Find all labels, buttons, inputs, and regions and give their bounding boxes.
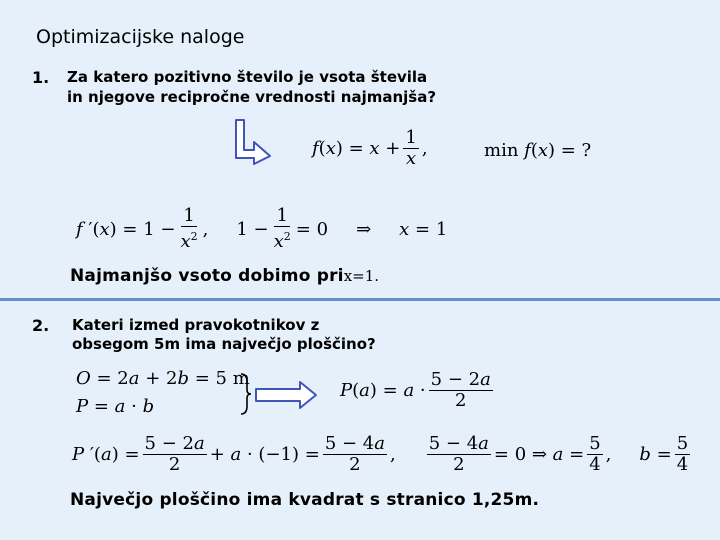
problem1-answer-value: x=1. [343,267,380,285]
problem1-number: 1. [32,68,50,87]
problem1-question-line1: Za katero pozitivno število je vsota števila [67,68,428,86]
formula-f: f(x) = x + $\frac{1}{x}$ , [312,127,428,169]
formula-area: P = a · b [76,396,155,417]
formula-P-of-a: P(a) = a · $\frac{5 - 2a}{2}$ [340,369,491,411]
problem2-question-line2: obsegom 5m ima največjo ploščino? [72,335,376,353]
implies-arrow-icon [254,380,320,410]
bent-arrow-icon [232,118,276,166]
problem2-number: 2. [32,316,50,335]
brace-icon [238,372,254,416]
problem2-question-line1: Kateri izmed pravokotnikov z [72,316,320,334]
formula-min: min f(x) = ? [484,140,592,161]
page-title: Optimizacijske naloge [36,26,245,48]
problem2-answer: Največjo ploščino ima kvadrat s stranico 1,25m. [70,490,540,510]
problem1-answer [70,266,379,286]
formula-P-derivative: P ′(a) = $\frac{5 - 2a}{2}$ + a · (−1) = $\frac{5 - 4a}{2}$ , $\frac{5 - 4a}{2}$ = 0 ⇒ a = $\frac{5}{4}$ , b = $\frac{5}{4}$ [72,433,689,475]
problem1-question-line2: in njegove recipročne vrednosti najmanjša? [67,88,437,106]
section-divider [0,298,720,301]
problem1-answer-text: Najmanjšo vsoto dobimo pri [70,266,344,286]
formula-derivative: f ′(x) = 1 − $\frac{1}{x^2}$ , 1 − $\frac{1}{x^2}$ = 0 ⇒ x = 1 [76,205,448,252]
formula-perimeter: O = 2a + 2b = 5 m [76,368,250,389]
